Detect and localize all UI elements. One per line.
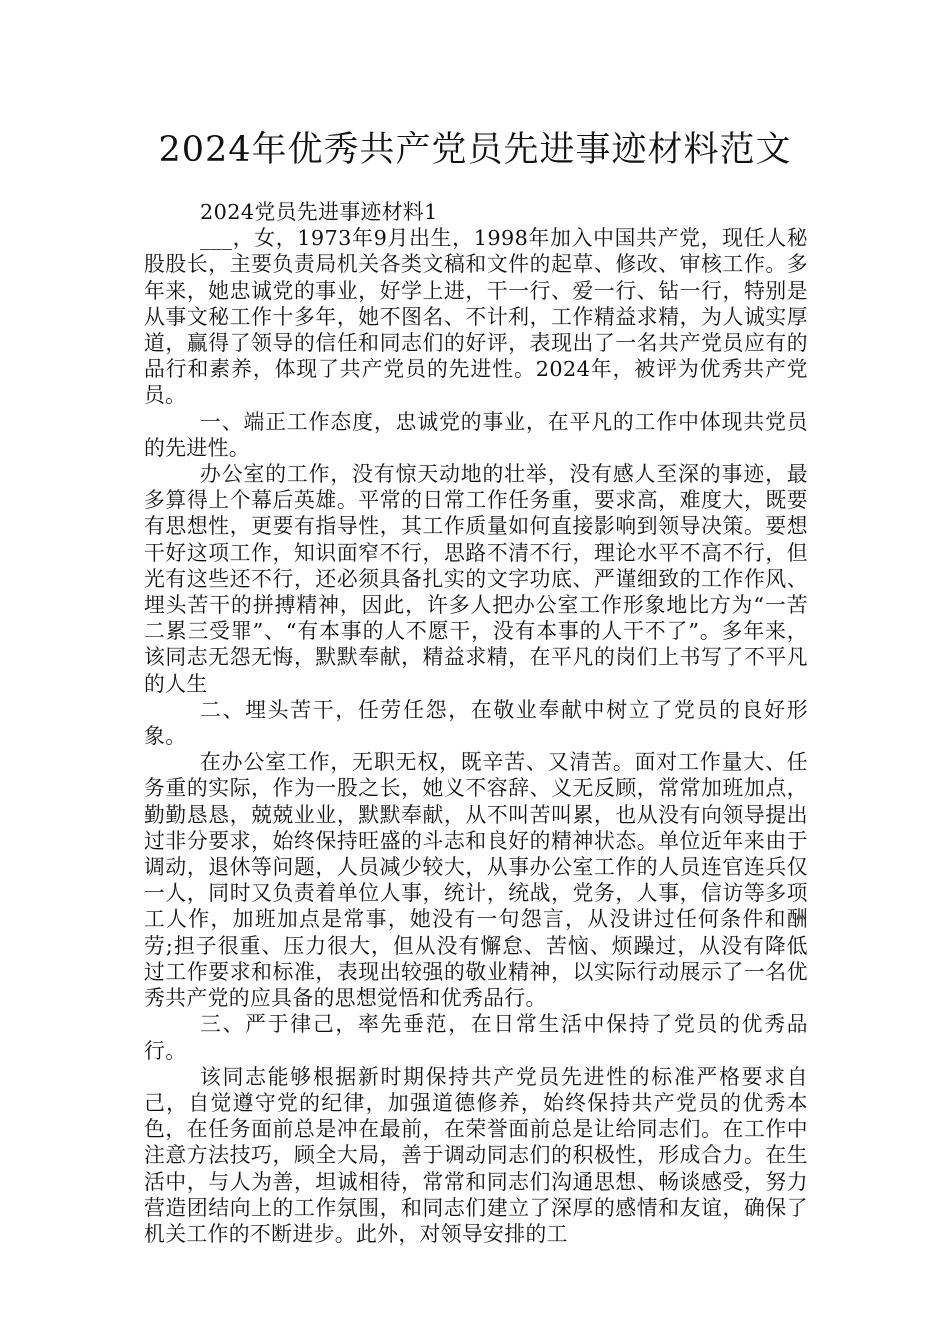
document-title: 2024年优秀共产党员先进事迹材料范文 (158, 130, 792, 170)
body-paragraph: 办公室的工作，没有惊天动地的壮举，没有感人至深的事迹，最多算得上个幕后英雄。平常的日常工作任务重，要求高，难度大，既要有思想性，更要有指导性，其工作质量如何直接影响到领导决策。要想干好这项工作，知识面窄不行，思路不清不行，理论水平不高不行，但光有这些还不行，还必须具备扎实的文字功底、严谨细致的工作作风、埋头苦干的拼搏精神，因此，许多人把办公室工作形象地比方为“一苦二累三受罪”、“有本事的人不愿干，没有本事的人干不了”。多年来，该同志无怨无悔，默默奉献，精益求精，在平凡的岗们上书写了不平凡的人生 (144, 462, 808, 696)
document-body (144, 199, 808, 1247)
body-paragraph: ___，女，1973年9月出生，1998年加入中国共产党，现任人秘股股长，主要负责局机关各类文稿和文件的起草、修改、审核工作。多年来，她忠诚党的事业，好学上进，干一行、爱一行、钻一行，特别是从事文秘工作十多年，她不图名、不计利，工作精益求精，为人诚实厚道，赢得了领导的信任和同志们的好评，表现出了一名共产党员应有的品行和素养，体现了共产党员的先进性。2024年，被评为优秀共产党员。 (144, 226, 808, 408)
section-heading: 三、严于律己，率先垂范，在日常生活中保持了党员的优秀品行。 (144, 1012, 808, 1063)
body-paragraph: 在办公室工作，无职无权，既辛苦、又清苦。面对工作量大、任务重的实际，作为一股之长，她义不容辞、义无反顾，常常加班加点，勤勤恳恳，兢兢业业，默默奉献，从不叫苦叫累，也从没有向领导提出过非分要求，始终保持旺盛的斗志和良好的精神状态。单位近年来由于调动，退休等问题，人员减少较大，从事办公室工作的人员连官连兵仅一人，同时又负责着单位人事，统计，统战，党务，人事，信访等多项工人作，加班加点是常事，她没有一句怨言，从没讲过任何条件和酬劳;担子很重、压力很大，但从没有懈怠、苦恼、烦躁过，从没有降低过工作要求和标准，表现出较强的敬业精神，以实际行动展示了一名优秀共产党的应具备的思想觉悟和优秀品行。 (144, 750, 808, 1011)
section-heading: 2024党员先进事迹材料1 (200, 200, 438, 224)
body-paragraph: 该同志能够根据新时期保持共产党员先进性的标准严格要求自己，自觉遵守党的纪律，加强道德修养，始终保持共产党员的优秀本色，在任务面前总是冲在最前，在荣誉面前总是让给同志们。在工作中注意方法技巧，顾全大局，善于调动同志们的积极性，形成合力。在生活中，与人为善，坦诚相待，常常和同志们沟通思想、畅谈感受，努力营造团结向上的工作氛围，和同志们建立了深厚的感情和友谊，确保了机关工作的不断进步。此外，对领导安排的工 (144, 1064, 808, 1246)
section-heading: 一、端正工作态度，忠诚党的事业，在平凡的工作中体现共党员的先进性。 (144, 409, 808, 460)
section-heading: 二、埋头苦干，任劳任怨，在敬业奉献中树立了党员的良好形象。 (144, 697, 808, 749)
